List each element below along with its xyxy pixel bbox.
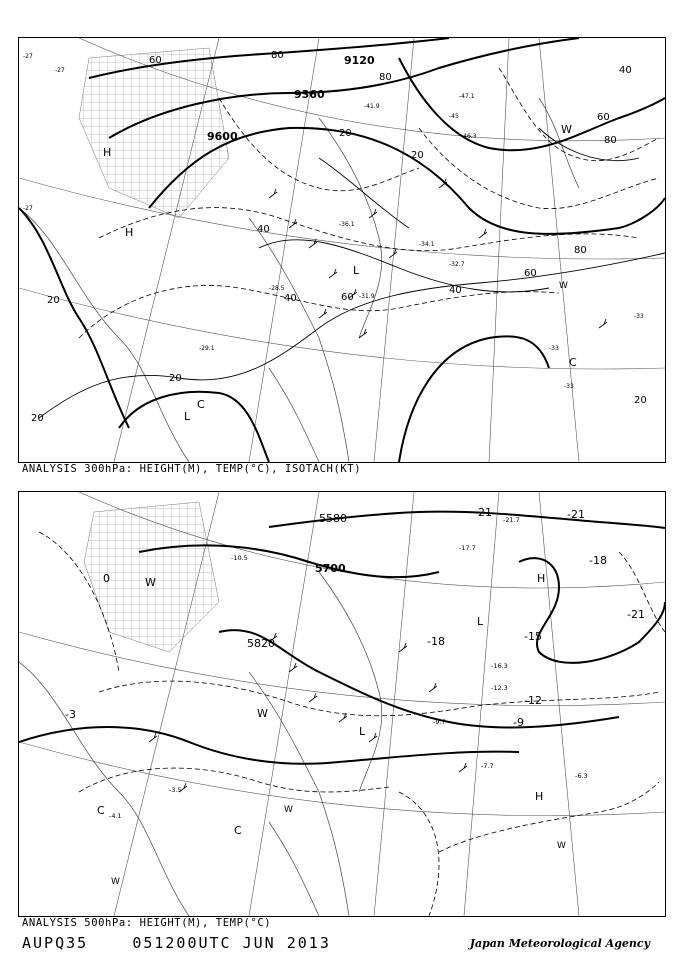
temp-label: -33 xyxy=(549,345,559,352)
height-label-9120: 9120 xyxy=(344,54,375,67)
temp-label: -28.5 xyxy=(269,285,285,292)
system-w-2: W xyxy=(559,281,568,291)
isotach-label-20-e: 20 xyxy=(339,128,352,139)
station-label: -3.5 xyxy=(169,786,182,794)
map-300hpa-svg xyxy=(19,38,665,462)
system-w-2: W xyxy=(257,707,268,720)
isotherm-label-minus21-b: -21 xyxy=(567,508,585,521)
temp-label: -33 xyxy=(564,383,574,390)
system-l-2: L xyxy=(184,410,191,423)
system-l-1: L xyxy=(353,264,360,277)
height-label-5580: 5580 xyxy=(319,512,347,525)
system-h-2: H xyxy=(125,226,134,239)
temp-label: -27 xyxy=(55,67,65,74)
isotherm-label-minus3: -3 xyxy=(65,708,76,721)
system-w-5: W xyxy=(557,841,566,851)
caption-500hpa: ANALYSIS 500hPa: HEIGHT(M), TEMP(°C) xyxy=(22,917,272,929)
chart-300hpa xyxy=(18,37,666,463)
wind-barbs xyxy=(149,633,467,792)
station-label: -21.7 xyxy=(503,516,520,524)
temp-label: -34.1 xyxy=(419,241,435,248)
height-label-5820: 5820 xyxy=(247,637,275,650)
isotach-label-60-d: 60 xyxy=(341,292,354,303)
temp-label: -29.1 xyxy=(199,345,215,352)
isotherm-label-minus21-c: -21 xyxy=(627,608,645,621)
isotherm-label-minus18-b: -18 xyxy=(589,554,607,567)
isotach-label-60-b: 60 xyxy=(524,268,537,279)
isotach-label-80-b: 80 xyxy=(574,245,587,256)
isotherm-label-minus21-a: -21 xyxy=(474,506,492,519)
temp-label: -33 xyxy=(634,313,644,320)
temp-label: -47.1 xyxy=(459,93,475,100)
isotach-label-60-a: 60 xyxy=(149,55,162,66)
temp-label: -36.1 xyxy=(339,221,355,228)
isotach-label-80-c: 80 xyxy=(604,135,617,146)
station-label: -6.3 xyxy=(575,772,588,780)
station-label: -7.7 xyxy=(481,762,494,770)
system-h-1: H xyxy=(103,146,112,159)
station-label: -17.7 xyxy=(459,544,476,552)
system-w-4: W xyxy=(111,877,120,887)
isotach-label-20-c: 20 xyxy=(31,413,44,424)
isotherm-label-0: 0 xyxy=(103,572,110,585)
chart-code: AUPQ35 xyxy=(22,934,89,952)
system-h-2: H xyxy=(535,790,544,803)
isotherm-label-minus12: -12 xyxy=(524,694,542,707)
chart-500hpa xyxy=(18,491,666,917)
system-w-3: W xyxy=(284,805,293,815)
agency-name: Japan Meteorological Agency xyxy=(469,937,650,950)
isotach-label-80-a: 80 xyxy=(271,50,284,61)
system-h-1: H xyxy=(537,572,546,585)
isotach-label-20-d: 20 xyxy=(634,395,647,406)
system-l-1: L xyxy=(477,615,484,628)
system-l-2: L xyxy=(359,725,366,738)
isotherm-label-minus9: -9 xyxy=(513,716,524,729)
height-label-5700: 5700 xyxy=(315,562,346,575)
isotherm-label-minus18-a: -18 xyxy=(427,635,445,648)
temp-label: -27 xyxy=(23,205,33,212)
height-label-9600: 9600 xyxy=(207,130,238,143)
station-label: -16.3 xyxy=(491,662,508,670)
chart-identifier xyxy=(22,934,331,952)
height-label-9360: 9360 xyxy=(294,88,325,101)
station-label: -9.7 xyxy=(433,718,446,726)
station-label: -4.1 xyxy=(109,812,122,820)
isotach-label-40-d: 40 xyxy=(284,293,297,304)
isotach-label-20-f: 20 xyxy=(411,150,424,161)
system-c-2: C xyxy=(234,824,242,837)
isotach-label-20-a: 20 xyxy=(47,295,60,306)
isotach-label-40-a: 40 xyxy=(257,224,270,235)
temp-label: -31.9 xyxy=(359,293,375,300)
coastlines xyxy=(19,572,382,916)
temp-label: -45 xyxy=(449,113,459,120)
system-c-1: C xyxy=(197,398,205,411)
temp-label: -32.7 xyxy=(449,261,465,268)
isotach-label-40-b: 40 xyxy=(449,285,462,296)
system-c-2: C xyxy=(569,356,577,369)
temp-label: -41.9 xyxy=(364,103,380,110)
system-w-1: W xyxy=(145,576,156,589)
caption-300hpa: ANALYSIS 300hPa: HEIGHT(M), TEMP(°C), ISOTACH(KT) xyxy=(22,463,362,475)
temp-label: -27 xyxy=(23,53,33,60)
temp-label: -46.3 xyxy=(461,133,477,140)
chart-datetime: 051200UTC JUN 2013 xyxy=(132,934,331,952)
isotherm-label-minus15: -15 xyxy=(524,630,542,643)
isotach-label-80-d: 80 xyxy=(379,72,392,83)
isotach-label-20-b: 20 xyxy=(169,373,182,384)
isotach-label-60-c: 60 xyxy=(597,112,610,123)
map-500hpa-svg xyxy=(19,492,665,916)
station-label: -12.3 xyxy=(491,684,508,692)
system-c-1: C xyxy=(97,804,105,817)
system-w-1: W xyxy=(561,123,572,136)
station-label: -10.5 xyxy=(231,554,248,562)
isotach-label-40-c: 40 xyxy=(619,65,632,76)
